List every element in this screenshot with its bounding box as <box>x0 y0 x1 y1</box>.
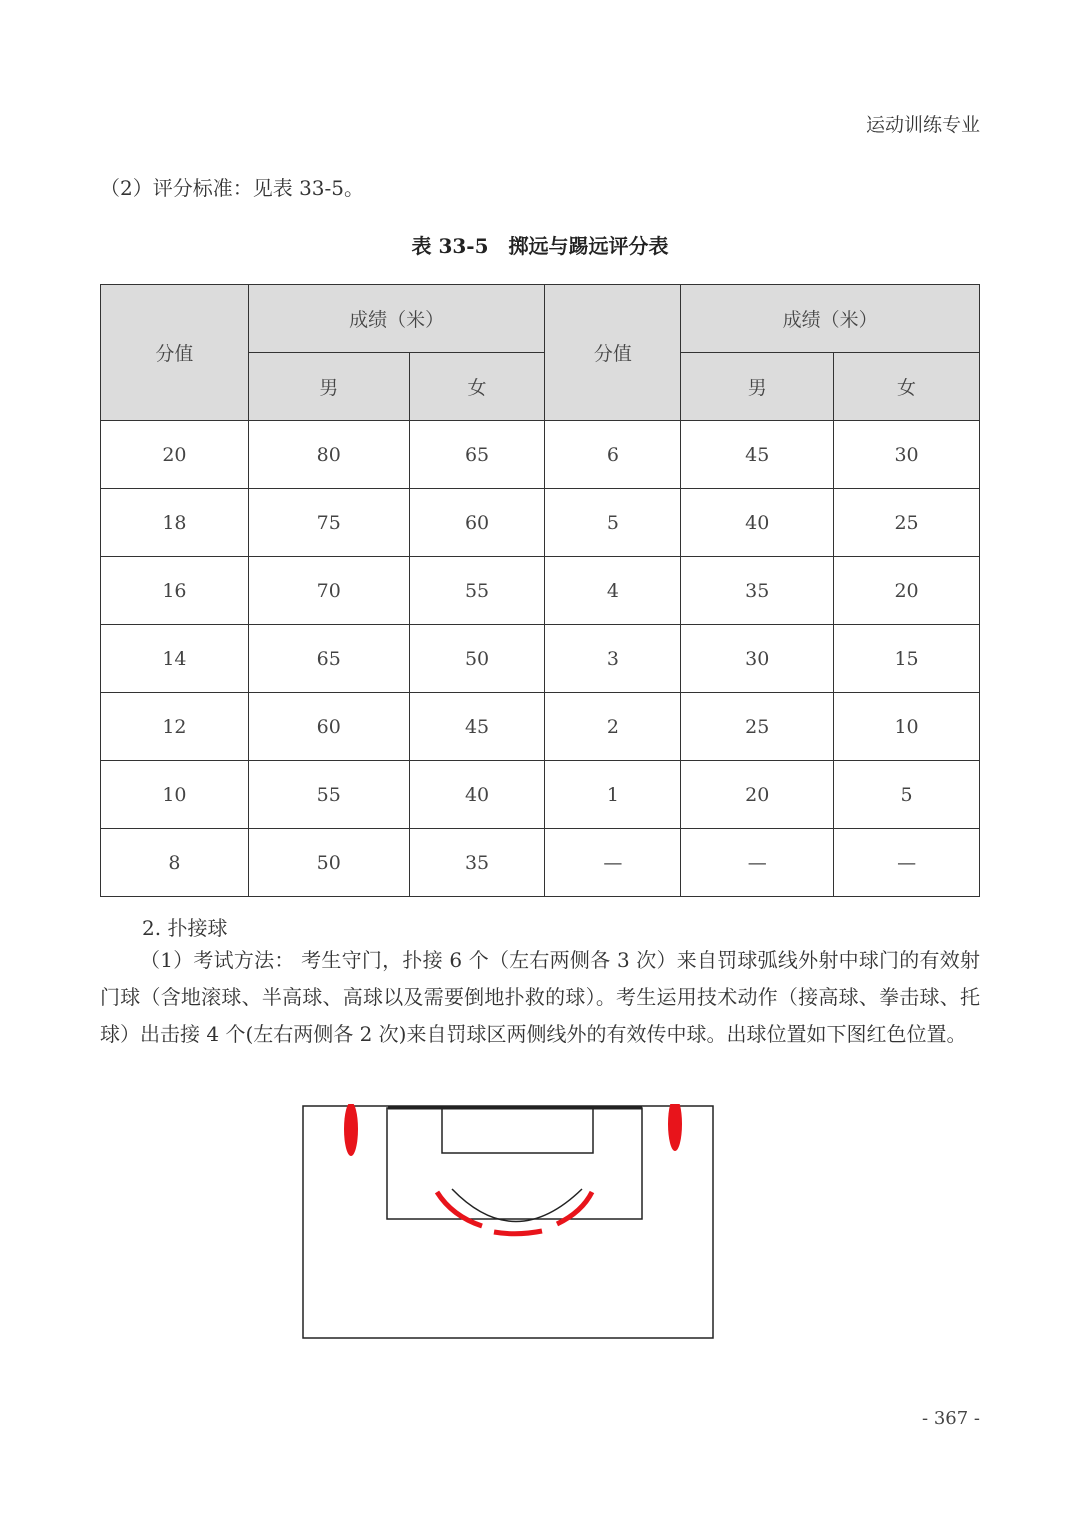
table-cell: 1 <box>545 761 681 829</box>
table-cell: 16 <box>101 557 249 625</box>
table-cell: 80 <box>248 421 409 489</box>
table-cell: 30 <box>681 625 834 693</box>
table-cell: 20 <box>681 761 834 829</box>
table-cell: 40 <box>681 489 834 557</box>
table-cell: 55 <box>248 761 409 829</box>
header-male-left: 男 <box>248 353 409 421</box>
table-cell: 75 <box>248 489 409 557</box>
table-row <box>101 489 980 557</box>
table-cell: 45 <box>409 693 545 761</box>
table-cell: 3 <box>545 625 681 693</box>
right-cross-marker <box>668 1104 682 1151</box>
table-cell: 25 <box>834 489 980 557</box>
table-cell: 30 <box>834 421 980 489</box>
table-cell: 60 <box>409 489 545 557</box>
table-row <box>101 761 980 829</box>
table-cell: 20 <box>834 557 980 625</box>
table-row <box>101 625 980 693</box>
table-cell: — <box>834 829 980 897</box>
scoring-standard-text: （2）评分标准：见表 33-5。 <box>100 176 365 200</box>
header-female-right: 女 <box>834 353 980 421</box>
header-male-right: 男 <box>681 353 834 421</box>
score-table <box>100 284 980 897</box>
table-cell: 35 <box>681 557 834 625</box>
penalty-arc <box>452 1189 582 1222</box>
table-cell: 14 <box>101 625 249 693</box>
table-cell: 5 <box>834 761 980 829</box>
left-cross-marker <box>344 1104 358 1156</box>
header-score-right: 分值 <box>545 285 681 421</box>
table-cell: 8 <box>101 829 249 897</box>
header-result-right: 成绩（米） <box>681 285 980 353</box>
goal-area <box>442 1108 593 1153</box>
table-cell: 6 <box>545 421 681 489</box>
table-caption: 表 33-5 掷远与踢远评分表 <box>411 234 669 258</box>
field-outline <box>303 1106 713 1338</box>
table-cell: 12 <box>101 693 249 761</box>
table-cell: 10 <box>101 761 249 829</box>
section-heading: 2. 扑接球 <box>142 916 228 940</box>
table-cell: — <box>545 829 681 897</box>
page-number: - 367 - <box>922 1408 980 1429</box>
table-cell: 10 <box>834 693 980 761</box>
table-row <box>101 557 980 625</box>
header-female-left: 女 <box>409 353 545 421</box>
running-header: 运动训练专业 <box>865 114 980 136</box>
header-score-left: 分值 <box>101 285 249 421</box>
table-cell: 50 <box>409 625 545 693</box>
penalty-box <box>387 1108 642 1219</box>
header-result-left: 成绩（米） <box>248 285 545 353</box>
table-cell: 60 <box>248 693 409 761</box>
table-cell: 25 <box>681 693 834 761</box>
table-cell: 50 <box>248 829 409 897</box>
center-arc-marker <box>494 1231 542 1234</box>
table-cell: 65 <box>409 421 545 489</box>
table-row <box>101 829 980 897</box>
table-cell: 2 <box>545 693 681 761</box>
table-cell: 20 <box>101 421 249 489</box>
table-cell: 35 <box>409 829 545 897</box>
table-cell: 15 <box>834 625 980 693</box>
table-cell: 5 <box>545 489 681 557</box>
table-cell: 65 <box>248 625 409 693</box>
exam-method-paragraph: （1）考试方法： 考生守门，扑接 6 个（左右两侧各 3 次）来自罚球弧线外射中球门的有效射门球（含地滚球、半高球、高球以及需要倒地扑救的球）。考生运用技术动作（接高球、拳击球、托球）出击接 4 个(左右两侧各 2 次)来自罚球区两侧线外的有效传中球。出球位置如下图红色位置。 <box>100 948 980 1046</box>
shot-position-markers <box>344 1104 682 1234</box>
table-row <box>101 421 980 489</box>
table-cell: 55 <box>409 557 545 625</box>
table-cell: 18 <box>101 489 249 557</box>
penalty-area-diagram <box>302 1104 716 1342</box>
table-cell: 40 <box>409 761 545 829</box>
table-cell: 70 <box>248 557 409 625</box>
table-cell: 4 <box>545 557 681 625</box>
table-cell: 45 <box>681 421 834 489</box>
table-row <box>101 693 980 761</box>
table-cell: — <box>681 829 834 897</box>
